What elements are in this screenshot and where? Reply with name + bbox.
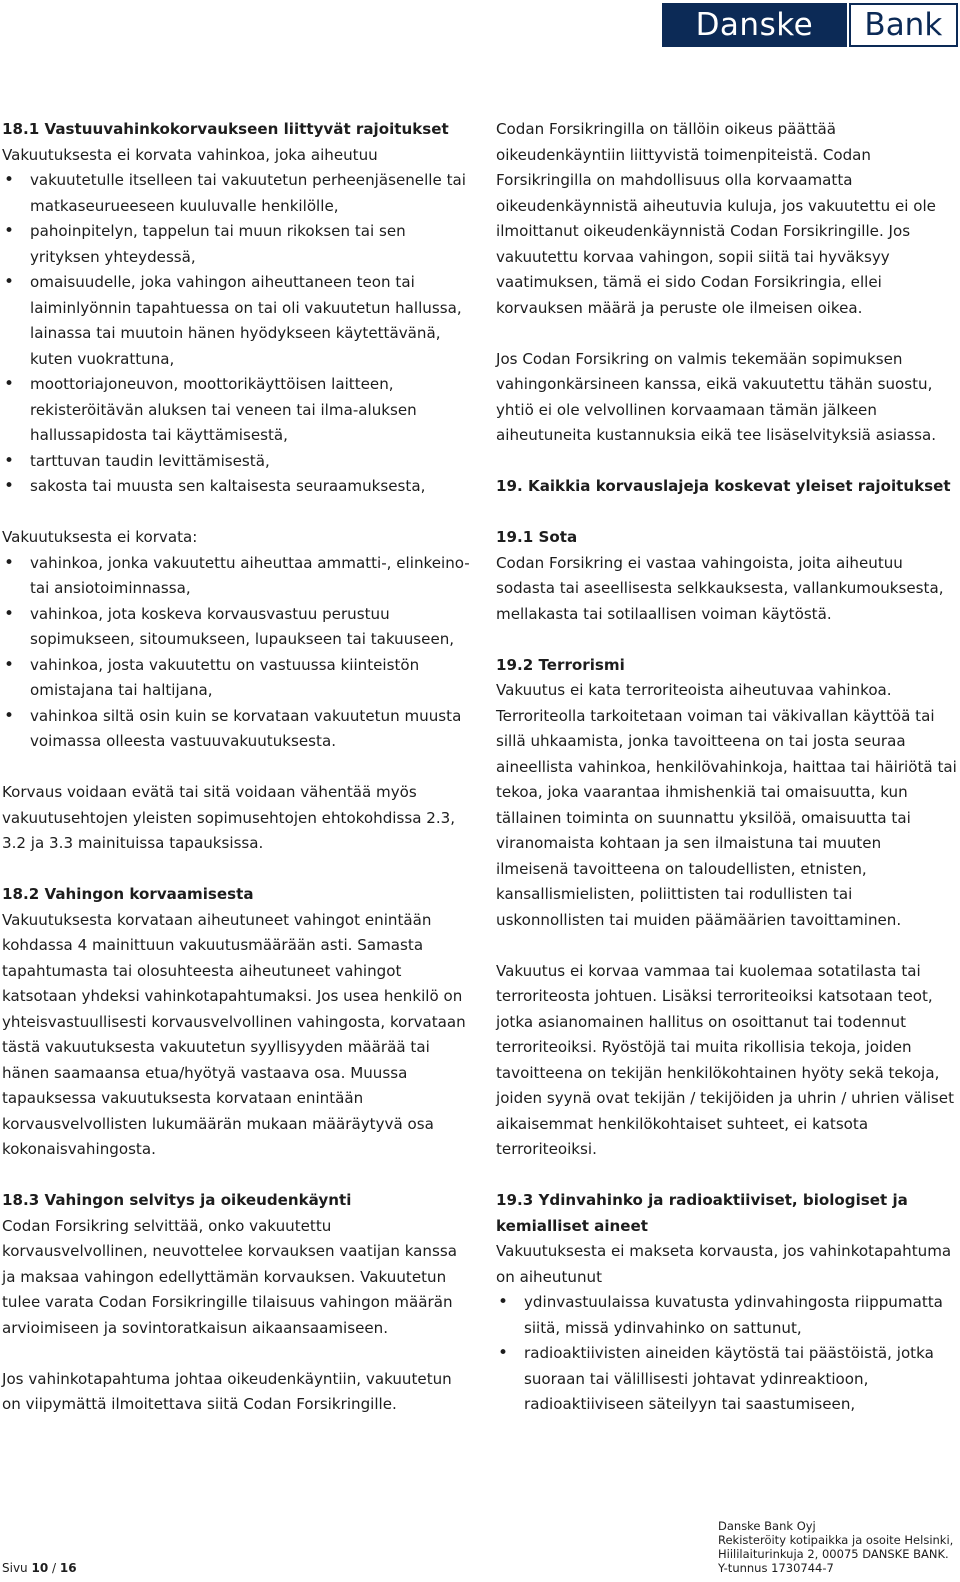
logo-danske: Danske — [662, 3, 847, 47]
section-19-1-title: 19.1 Sota — [496, 528, 578, 546]
list-item: • vakuutetulle itselleen tai vakuutetun perheenjäsenelle tai matkaseurueeseen kuuluvalle henkilölle, — [2, 168, 472, 219]
section-19-2-paragraph: Vakuutus ei kata terroriteoista aiheutuvaa vahinkoa. Terroriteolla tarkoitetaan voiman tai väkivallan käyttöä tai sillä uhkaamista, jonka tavoitteena on tai josta seuraa aineellista vahinkoa, henkilövahinkoja, haittaa tai häiriötä tai tekoa, joka vaarantaa ihmishenkiä tai omaisuutta, kun tällainen toiminta on suunnattu yksilöä, omaisuutta tai viranomaista kohtaan ja sen ilmaistuna tai muuten ilmeisenä tavoitteena on taloudellisten, etnisten, kansallismielisten, poliittisten tai rodullisten tai uskonnollisten tai muiden päämäärien tavoittaminen. — [496, 681, 957, 929]
company-registration: Rekisteröity kotipaikka ja osoite Helsinki, — [718, 1533, 954, 1547]
section-19-3-title: 19.3 Ydinvahinko ja radioaktiiviset, biologiset ja kemialliset aineet — [496, 1191, 908, 1235]
list-item: • vahinkoa, jota koskeva korvausvastuu perustuu sopimukseen, sitoumukseen, lupaukseen tai takuuseen, — [2, 602, 472, 653]
list-item: • radioaktiivisten aineiden käytöstä tai päästöistä, jotka suoraan tai välillisesti johtavat ydinreaktioon, radioaktiiviseen säteilyyn tai saastumiseen, — [496, 1341, 958, 1418]
page-separator: / — [52, 1561, 57, 1575]
page-current: 10 — [31, 1561, 49, 1575]
list-item: • moottoriajoneuvon, moottorikäyttöisen laitteen, rekisteröitävän aluksen tai veneen tai ilma-aluksen hallussapidosta tai käyttämisestä, — [2, 372, 472, 449]
page-label: Sivu — [2, 1561, 28, 1575]
page-number — [2, 1561, 77, 1575]
left-column — [2, 117, 472, 1418]
list-item: • vahinkoa siltä osin kuin se korvataan vakuutetun muusta voimassa olleesta vastuuvakuutuksesta. — [2, 704, 472, 755]
section-18-3-paragraph: Codan Forsikring selvittää, onko vakuutettu korvausvelvollinen, neuvottelee korvauksen vaatijan kanssa ja maksaa vahingon edellyttämän korvauksen. Vakuutetun tulee varata Codan Forsikringille tilaisuus vahingon määrän arvioimiseen ja sovintoratkaisun aikaansaamiseen. — [2, 1216, 457, 1337]
company-ytunnus: Y-tunnus 1730744-7 — [718, 1561, 834, 1575]
logo-bank: Bank — [849, 3, 958, 47]
section-19-2-title: 19.2 Terrorismi — [496, 655, 625, 674]
list-item: • vahinkoa, josta vakuutettu on vastuussa kiinteistön omistajana tai haltijana, — [2, 653, 472, 704]
list-item: • tarttuvan taudin levittämisestä, — [2, 449, 472, 475]
list-item: • vahinkoa, jonka vakuutettu aiheuttaa ammatti-, elinkeino- tai ansiotoiminnassa, — [2, 551, 472, 602]
section-18-1-intro: Vakuutuksesta ei korvata vahinkoa, joka aiheutuu — [2, 145, 378, 164]
list-item: • sakosta tai muusta sen kaltaisesta seuraamuksesta, — [2, 474, 472, 500]
section-18-1-list-2 — [2, 551, 472, 755]
section-18-3-paragraph-2: Jos vahinkotapahtuma johtaa oikeudenkäyntiin, vakuutetun on viipymättä ilmoitettava siitä Codan Forsikringille. — [2, 1369, 452, 1413]
continued-paragraph-2: Jos Codan Forsikring on valmis tekemään sopimuksen vahingonkärsineen kanssa, eikä vakuutettu tähän suostu, yhtiö ei ole velvollinen korvaamaan tämän jälkeen aiheutuneita kustannuksia eikä tee lisäselvityksiä asiassa. — [496, 349, 937, 444]
company-info — [718, 1519, 953, 1575]
list-item: • pahoinpitelyn, tappelun tai muun rikoksen tai sen yrityksen yhteydessä, — [2, 219, 472, 270]
list-item: • omaisuudelle, joka vahingon aiheuttaneen teon tai laiminlyönnin tapahtuessa on tai oli vakuutetun hallussa, lainassa tai muutoin hänen hyödykseen käytettävänä, kuten vuokrattuna, — [2, 270, 472, 372]
danske-bank-logo — [662, 3, 958, 47]
right-column — [496, 117, 958, 1418]
section-19-3-intro: Vakuutuksesta ei makseta korvausta, jos vahinkotapahtuma on aiheutunut — [496, 1242, 952, 1286]
section-18-1-list — [2, 168, 472, 500]
section-19-2-paragraph-2: Vakuutus ei korvaa vammaa tai kuolemaa sotatilasta tai terroriteosta johtuen. Lisäksi terroriteoiksi katsotaan teot, jotka asianomainen hallitus on osoittanut tai todennut terroriteoiksi. Ryöstöjä tai muita rikollisia tekoja, joiden tavoitteena on tekijän henkilökohtainen hyöty sekä tekoja, joiden syynä ovat tekijän / tekijöiden ja uhrin / uhrien väliset aikaisemmat henkilökohtaiset suhteet, ei katsota terroriteoiksi. — [496, 961, 954, 1158]
section-19-title: 19. Kaikkia korvauslajeja koskevat yleiset rajoitukset — [496, 477, 951, 495]
company-name: Danske Bank Oyj — [718, 1519, 816, 1533]
section-19-1-paragraph: Codan Forsikring ei vastaa vahingoista, joita aiheutuu sodasta tai aseellisesta selkkauksesta, vallankumouksesta, mellakasta tai sotilaallisen voiman käytöstä. — [496, 553, 944, 623]
list-item: • ydinvastuulaissa kuvatusta ydinvahingosta riippumatta siitä, missä ydinvahinko on sattunut, — [496, 1290, 958, 1341]
continued-paragraph: Codan Forsikringilla on tällöin oikeus päättää oikeudenkäyntiin liittyvistä toimenpiteistä. Codan Forsikringilla on mahdollisuus olla korvaamatta oikeudenkäynnistä aiheutuvia kuluja, jos vakuutettu ei ole ilmoittanut oikeudenkäynnistä Codan Forsikringille. Jos vakuutettu korvaa vahingon, sopii siitä tai hyväksyy vaatimuksen, tämä ei sido Codan Forsikringia, ellei korvauksen määrä ja peruste ole ilmeisen oikea. — [496, 120, 936, 317]
section-18-1-title: 18.1 Vastuuvahinkokorvaukseen liittyvät rajoitukset — [2, 120, 449, 138]
company-address: Hiililaiturinkuja 2, 00075 DANSKE BANK. — [718, 1547, 949, 1561]
section-18-2-title: 18.2 Vahingon korvaamisesta — [2, 885, 254, 903]
section-18-1-paragraph: Korvaus voidaan evätä tai sitä voidaan vähentää myös vakuutusehtojen yleisten sopimusehtojen ehtokohdissa 2.3, 3.2 ja 3.3 mainituissa tapauksissa. — [2, 783, 456, 852]
section-18-3-title: 18.3 Vahingon selvitys ja oikeudenkäynti — [2, 1191, 352, 1209]
section-18-1-intro-2: Vakuutuksesta ei korvata: — [2, 528, 198, 546]
section-19-3-list — [496, 1290, 958, 1418]
page-total: 16 — [59, 1561, 77, 1575]
section-18-2-paragraph: Vakuutuksesta korvataan aiheutuneet vahingot enintään kohdassa 4 mainittuun vakuutusmäärään asti. Samasta tapahtumasta tai olosuhteesta aiheutuneet vahingot katsotaan yhdeksi vahinkotapahtumaksi. Jos usea henkilö on yhteisvastuullisesti korvausvelvollinen vahingosta, korvataan tästä vakuutuksesta vakuutetun syyllisyyden määrää tai hänen saamaansa etua/hyötyä vastaava osa. Muussa tapauksessa vakuutuksesta korvataan enintään korvausvelvollisten lukumäärän mukaan määräytyvä osa kokonaisvahingosta. — [2, 910, 466, 1158]
